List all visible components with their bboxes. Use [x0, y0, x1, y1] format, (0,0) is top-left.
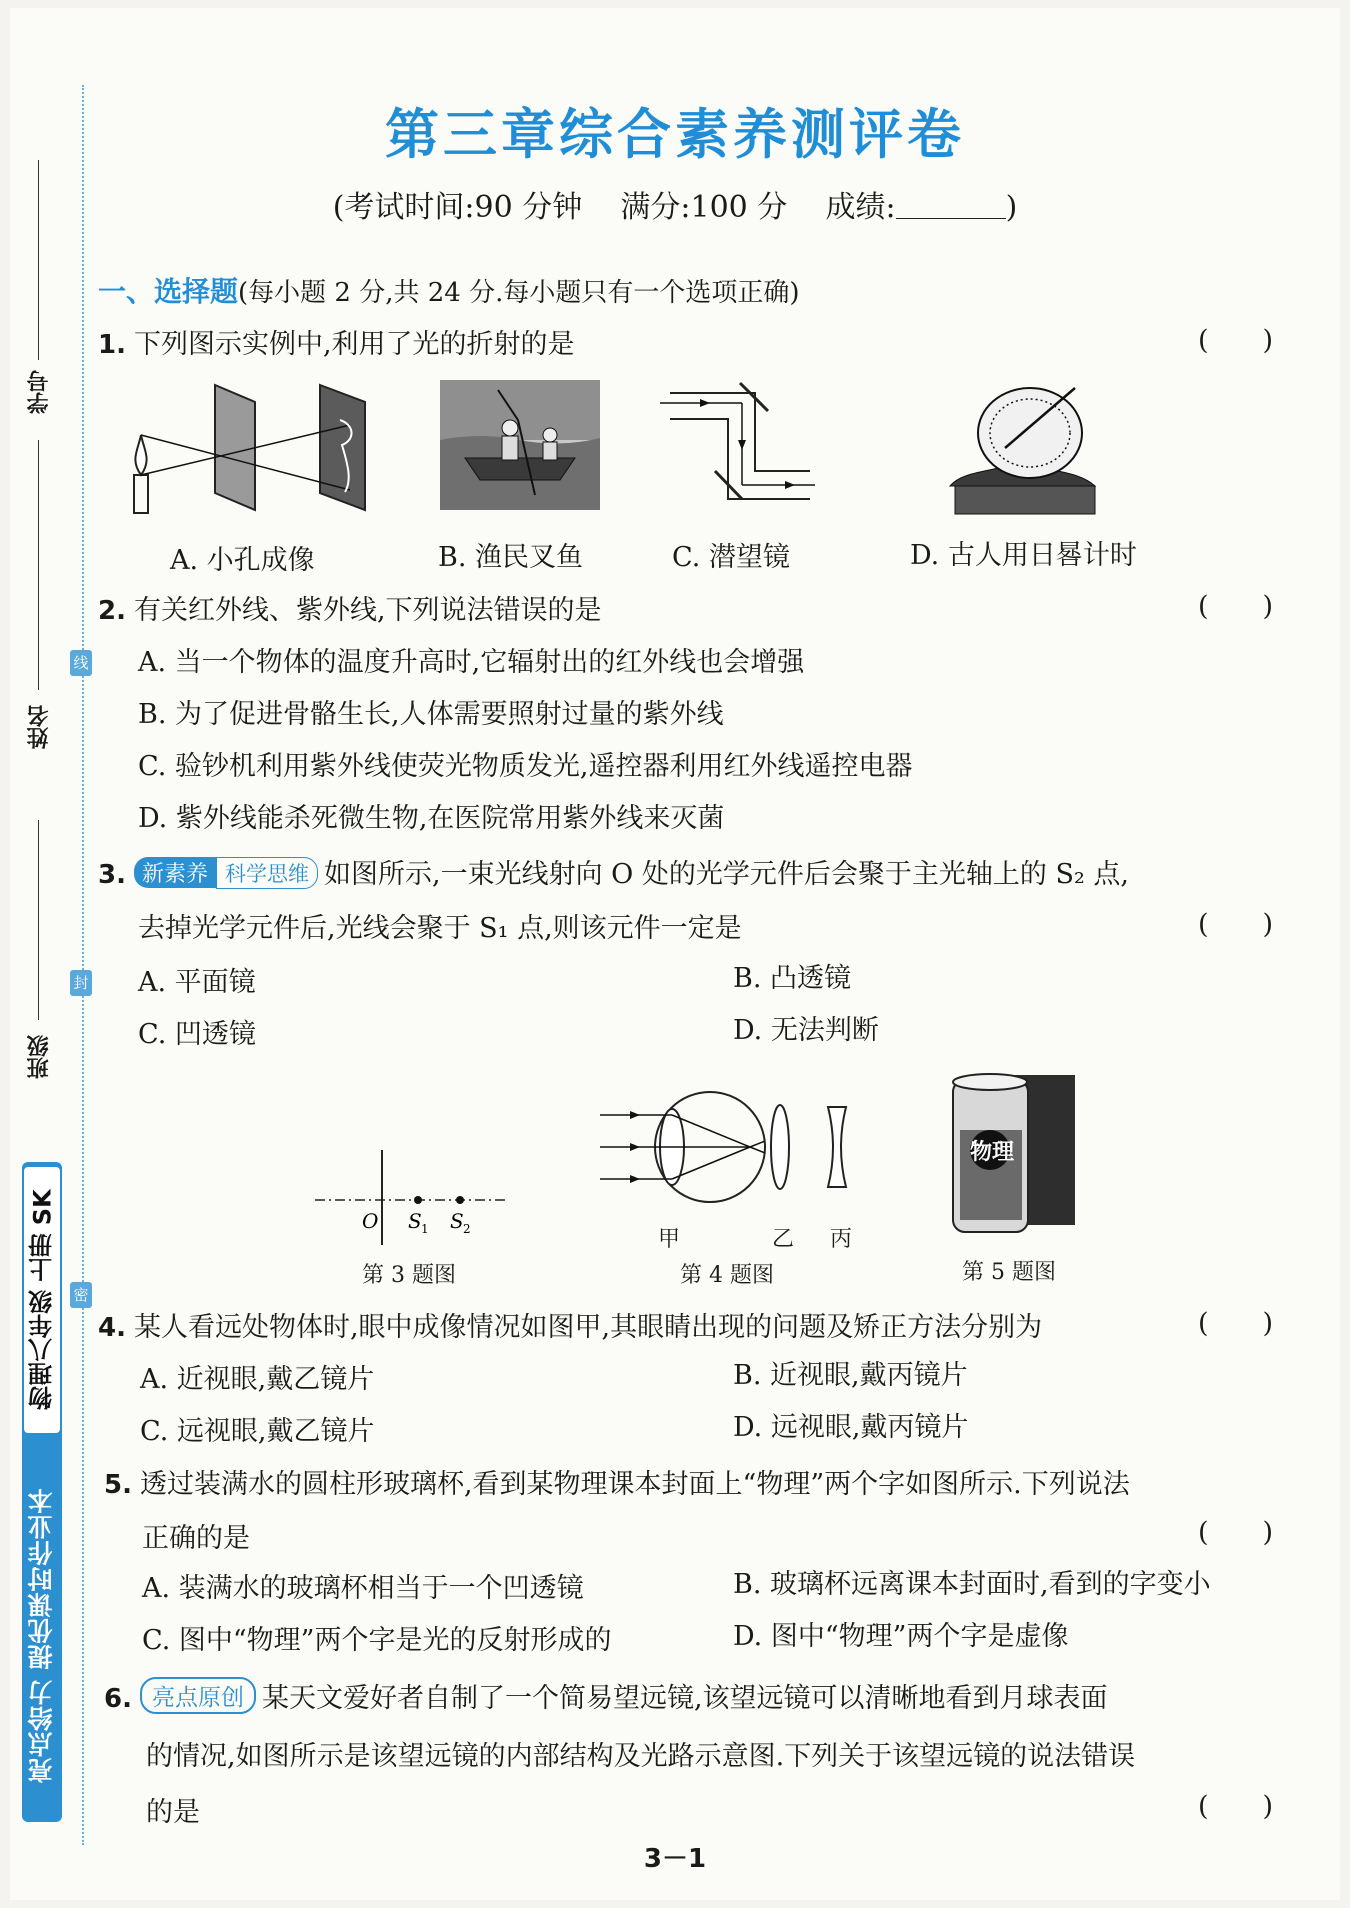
- answer-bracket[interactable]: ( ): [1198, 1517, 1274, 1548]
- exam-time: (考试时间:90 分钟: [332, 190, 583, 225]
- q1-option-a: A. 小孔成像: [170, 545, 315, 576]
- seal-line-mark: 线: [70, 650, 92, 676]
- grade-blank[interactable]: [896, 192, 1006, 219]
- label-s1: S: [408, 1209, 422, 1233]
- seal-secret-mark: 密: [70, 1282, 92, 1308]
- fig5-caption: 第 5 题图: [962, 1260, 1056, 1285]
- question-5: [104, 1462, 1130, 1501]
- name-underline: [38, 440, 39, 690]
- question-text: 某人看远处物体时,眼中成像情况如图甲,其眼睛出现的问题及矫正方法分别为: [133, 1312, 1043, 1343]
- q2-option-d: D. 紫外线能杀死微生物,在医院常用紫外线来灭菌: [138, 803, 725, 834]
- question-1: [98, 322, 575, 361]
- page-title: 第三章综合素养测评卷: [385, 102, 965, 166]
- periscope-figure: [660, 375, 820, 515]
- q4-option-d: D. 远视眼,戴丙镜片: [733, 1412, 969, 1443]
- q1-option-b: B. 渔民叉鱼: [438, 542, 584, 573]
- q4-eye-figure: [600, 1085, 870, 1245]
- q3-option-c: C. 凹透镜: [138, 1019, 256, 1050]
- fig4-caption: 第 4 题图: [680, 1263, 774, 1288]
- exam-grade-label: 成绩:: [825, 190, 896, 225]
- question-number: 3.: [98, 860, 126, 890]
- sundial-figure: [945, 378, 1100, 516]
- spine-book-title: 物理八年级 上册 SK: [22, 1165, 62, 1435]
- question-number: 2.: [98, 596, 126, 626]
- seal-seal-mark: 封: [70, 970, 92, 996]
- exam-info-close: ): [1005, 190, 1018, 225]
- question-2: [98, 588, 602, 627]
- label-yi: 乙: [772, 1227, 795, 1252]
- question-number: 6.: [104, 1684, 132, 1714]
- binding-dotted-line: [82, 85, 84, 1845]
- question-6-continued: 的情况,如图所示是该望远镜的内部结构及光路示意图.下列关于该望远镜的说法错误: [146, 1741, 1136, 1772]
- answer-bracket[interactable]: ( ): [1198, 1308, 1274, 1339]
- question-5-continued: 正确的是: [142, 1523, 250, 1554]
- question-number: 4.: [98, 1313, 126, 1343]
- label-jia: 甲: [658, 1227, 681, 1252]
- label-s2: S: [450, 1209, 464, 1233]
- q3-option-a: A. 平面镜: [138, 967, 256, 998]
- exam-info: [0, 182, 1350, 226]
- q2-option-a: A. 当一个物体的温度升高时,它辐射出的红外线也会增强: [138, 647, 805, 678]
- question-number: 5.: [104, 1470, 132, 1500]
- scientific-thinking-tag: 科学思维: [216, 857, 318, 889]
- question-text: 下列图示实例中,利用了光的折射的是: [133, 329, 575, 360]
- exam-full-score: 满分:100 分: [620, 190, 788, 225]
- id-label: 学号: [27, 370, 52, 414]
- q3-axis-figure: [310, 1150, 510, 1250]
- new-literacy-tag: 新素养: [134, 857, 216, 888]
- question-text: 如图所示,一束光线射向 O 处的光学元件后会聚于主光轴上的 S₂ 点,: [323, 859, 1129, 890]
- answer-bracket[interactable]: ( ): [1198, 909, 1274, 940]
- q4-option-a: A. 近视眼,戴乙镜片: [140, 1364, 375, 1395]
- answer-bracket[interactable]: ( ): [1198, 325, 1274, 356]
- original-highlight-tag: 亮点原创: [140, 1677, 256, 1714]
- label-s2-sub: 2: [463, 1222, 471, 1236]
- q5-option-a: A. 装满水的玻璃杯相当于一个凹透镜: [142, 1573, 584, 1604]
- q2-option-c: C. 验钞机利用紫外线使荧光物质发光,遥控器利用红外线遥控电器: [138, 751, 913, 782]
- section-header: [98, 270, 800, 310]
- question-number: 1.: [98, 330, 126, 360]
- question-6-end: 的是: [146, 1797, 200, 1828]
- q3-option-b: B. 凸透镜: [733, 963, 852, 994]
- q2-option-b: B. 为了促进骨骼生长,人体需要照射过量的紫外线: [138, 699, 724, 730]
- section-note: (每小题 2 分,共 24 分.每小题只有一个选项正确): [238, 278, 800, 308]
- q1-option-c: C. 潜望镜: [672, 542, 790, 573]
- q5-glass-figure: [948, 1070, 1078, 1240]
- label-o: O: [362, 1209, 379, 1233]
- name-label: 姓名: [27, 705, 52, 749]
- q5-option-c: C. 图中“物理”两个字是光的反射形成的: [142, 1625, 612, 1656]
- q4-option-b: B. 近视眼,戴丙镜片: [733, 1360, 968, 1391]
- page-number: 3－1: [643, 1844, 707, 1874]
- question-text: 有关红外线、紫外线,下列说法错误的是: [133, 595, 602, 626]
- question-4: [98, 1305, 1042, 1344]
- q3-option-d: D. 无法判断: [733, 1015, 879, 1046]
- pinhole-figure: [130, 380, 380, 515]
- q5-option-d: D. 图中“物理”两个字是虚像: [733, 1621, 1069, 1652]
- q1-option-d: D. 古人用日晷计时: [910, 540, 1137, 571]
- question-3-continued: 去掉光学元件后,光线会聚于 S₁ 点,则该元件一定是: [138, 913, 742, 944]
- section-title: 一、选择题: [98, 275, 239, 308]
- class-underline: [38, 820, 39, 1020]
- label-s1-sub: 1: [421, 1222, 429, 1236]
- question-text: 透过装满水的圆柱形玻璃杯,看到某物理课本封面上“物理”两个字如图所示.下列说法: [139, 1469, 1130, 1500]
- q5-option-b: B. 玻璃杯远离课本封面时,看到的字变小: [733, 1569, 1211, 1600]
- answer-bracket[interactable]: ( ): [1198, 1791, 1274, 1822]
- question-text: 某天文爱好者自制了一个简易望远镜,该望远镜可以清晰地看到月球表面: [261, 1683, 1108, 1714]
- glass-book-text: 物理: [970, 1140, 1015, 1165]
- label-bing: 丙: [830, 1227, 853, 1252]
- fisherman-figure: [440, 380, 600, 510]
- q4-option-c: C. 远视眼,戴乙镜片: [140, 1416, 375, 1447]
- spine-brand: 亮点给力 提优课时作业本: [27, 1487, 56, 1783]
- question-6: [104, 1676, 1108, 1715]
- answer-bracket[interactable]: ( ): [1198, 591, 1274, 622]
- class-label: 班级: [27, 1035, 52, 1079]
- fig3-caption: 第 3 题图: [362, 1263, 456, 1288]
- question-3: [98, 852, 1129, 891]
